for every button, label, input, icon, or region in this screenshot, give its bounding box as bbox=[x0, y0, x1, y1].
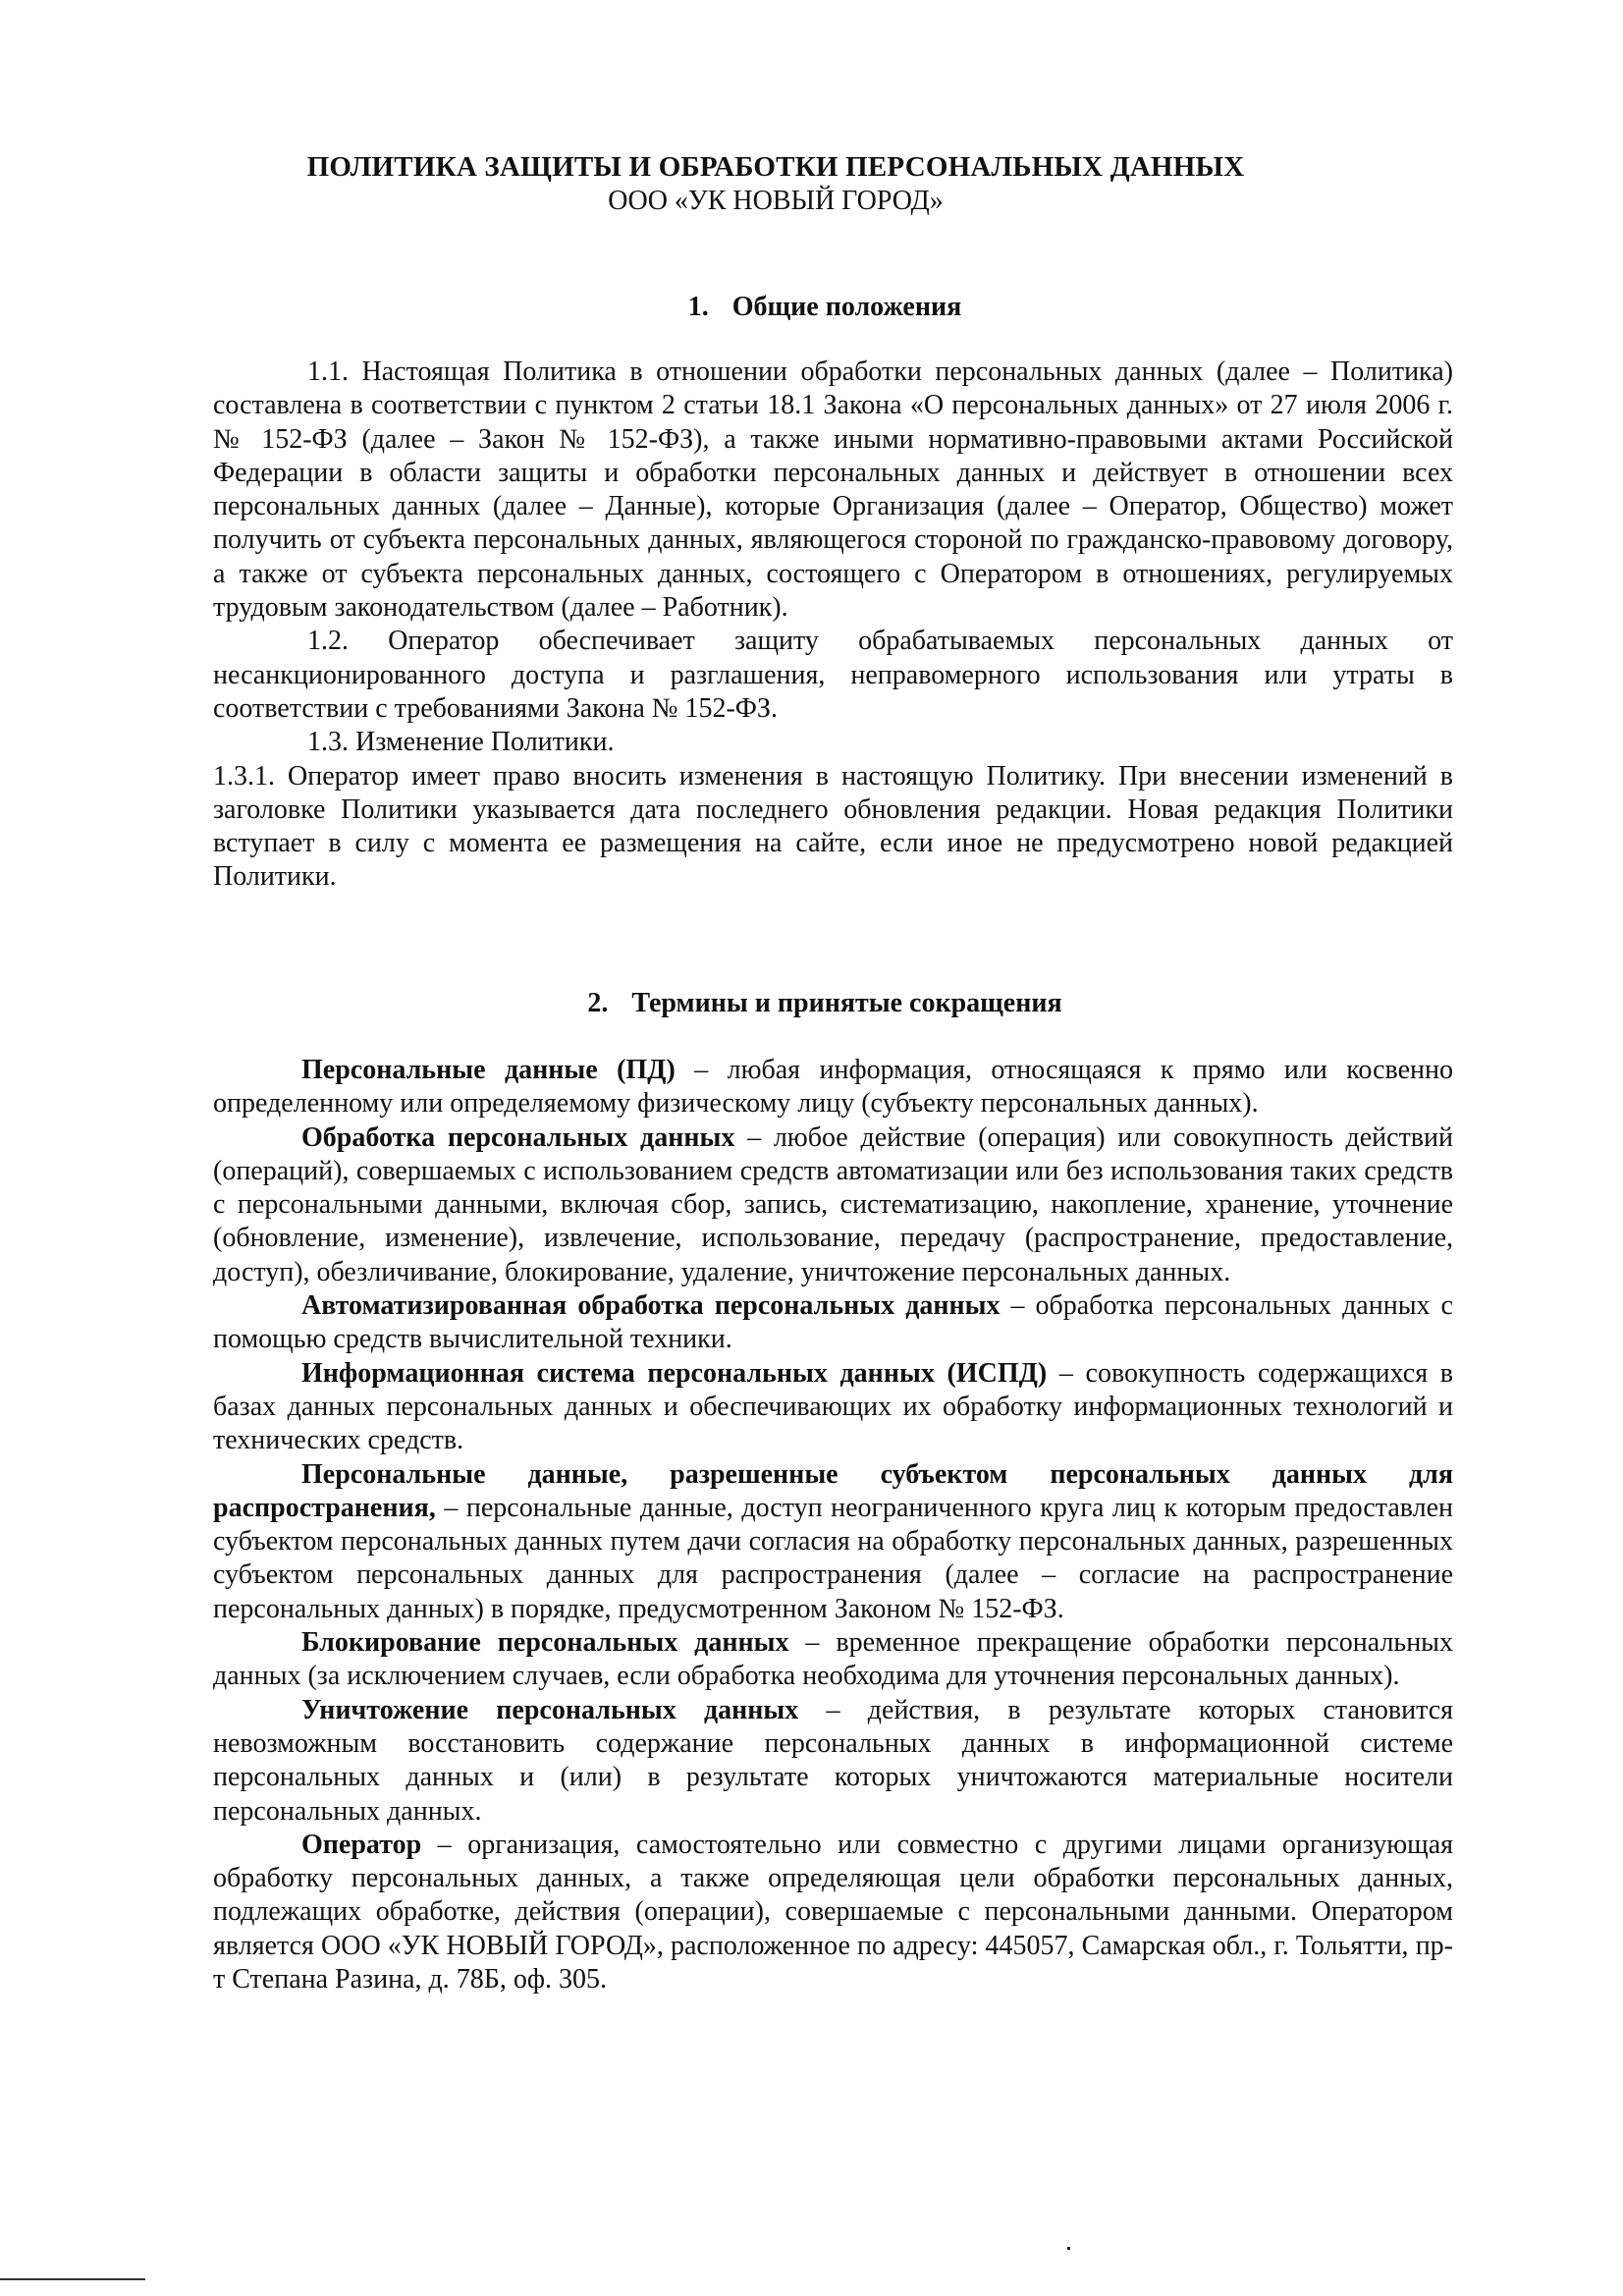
term-definition bbox=[213, 1357, 1453, 1458]
section-2-heading bbox=[196, 987, 1453, 1020]
scan-dust-mark bbox=[1067, 2247, 1070, 2250]
term-name: Персональные данные, разрешенные субъектом персональных данных для распространения, bbox=[213, 1458, 1453, 1523]
term-definition bbox=[213, 1694, 1453, 1829]
section-1-heading bbox=[196, 291, 1453, 324]
term-text: – любая информация, относящаяся к прямо или косвенно определенному или определяемому физическому лицу (субъекту персональных данных). bbox=[213, 1055, 1453, 1120]
term-text: – временное прекращение обработки персональных данных (за исключением случаев, если обработка необходима для уточнения персональных данных). bbox=[213, 1627, 1453, 1692]
term-definition bbox=[213, 1626, 1453, 1694]
paragraph-1-2: 1.2. Оператор обеспечивает защиту обрабатываемых персональных данных от несанкционированного доступа и разглашения, неправомерного использования или утраты в соответствии с требованиями Закона № 152-ФЗ. bbox=[213, 626, 1453, 724]
term-definition bbox=[213, 1289, 1453, 1357]
term-text: – действия, в результате которых становится невозможным восстановить содержание персональных данных в информационной системе персональных данных и (или) в результате которых уничтожаются материальные носители персональных данных. bbox=[213, 1694, 1453, 1827]
term-definition bbox=[213, 1458, 1453, 1626]
term-name: Уничтожение персональных данных bbox=[301, 1694, 799, 1725]
term-name: Автоматизированная обработка персональных данных bbox=[301, 1290, 1001, 1322]
document-subtitle: ООО «УК НОВЫЙ ГОРОД» bbox=[608, 186, 944, 216]
term-name: Обработка персональных данных bbox=[301, 1121, 735, 1153]
paragraph-1-3: 1.3. Изменение Политики. bbox=[307, 727, 615, 758]
term-name: Персональные данные (ПД) bbox=[301, 1055, 676, 1085]
document-title: ПОЛИТИКА ЗАЩИТЫ И ОБРАБОТКИ ПЕРСОНАЛЬНЫХ ДАННЫХ bbox=[306, 151, 1245, 183]
term-text: – персональные данные, доступ неограниченного круга лиц к которым предоставлен субъектом персональных данных путем дачи согласия на обработку персональных данных, разрешенных субъектом персональных данных для распространения (далее – согласие на распространение персональных данных) в порядке, предусмотренном Законом № 152-ФЗ. bbox=[213, 1492, 1453, 1624]
paragraph-1-3-1: 1.3.1. Оператор имеет право вносить изменения в настоящую Политику. При внесении изменений в заголовке Политики указывается дата последнего обновления редакции. Новая редакция Политики вступает в силу с момента ее размещения на сайте, если иное не предусмотрено новой редакцией Политики. bbox=[213, 760, 1453, 893]
section-title: Термины и принятые сокращения bbox=[631, 988, 1062, 1018]
section-title: Общие положения bbox=[731, 292, 962, 322]
section-number: 1. bbox=[687, 292, 709, 322]
term-text: – организация, самостоятельно или совместно с другими лицами организующая обработку персональных данных, а также определяющая цели обработки персональных данных, подлежащих обработке, действия (операции), совершаемые с персональными данными. Оператором является ООО «УК НОВЫЙ ГОРОД», расположенное по адресу: 445057, Самарская обл., г. Тольятти, пр-т Степана Разина, д. 78Б, оф. 305. bbox=[213, 1829, 1453, 1995]
term-text: – совокупность содержащихся в базах данных персональных данных и обеспечивающих их обработку информационных технологий и технических средств. bbox=[213, 1357, 1453, 1456]
term-name: Оператор bbox=[301, 1829, 422, 1860]
term-definition bbox=[213, 1121, 1453, 1289]
scan-edge-line bbox=[0, 2278, 145, 2280]
section-number: 2. bbox=[587, 988, 609, 1018]
term-name: Блокирование персональных данных bbox=[301, 1627, 789, 1659]
term-text: – обработка персональных данных с помощью средств вычислительной техники. bbox=[213, 1290, 1453, 1355]
term-text: – любое действие (операция) или совокупность действий (операций), совершаемых с использованием средств автоматизации или без использования таких средств с персональными данными, включая сбор, запись, систематизацию, накопление, хранение, уточнение (обновление, изменение), извлечение, использование, передачу (распространение, предоставление, доступ), обезличивание, блокирование, удаление, уничтожение персональных данных. bbox=[213, 1121, 1453, 1287]
term-definition bbox=[213, 1829, 1453, 1996]
paragraph-1-1: 1.1. Настоящая Политика в отношении обработки персональных данных (далее – Политика) составлена в соответствии с пунктом 2 статьи 18.1 Закона «О персональных данных» от 27 июля 2006 г. № 152-ФЗ (далее – Закон № 152-ФЗ), а также иными нормативно-правовыми актами Российской Федерации в области защиты и обработки персональных данных и действует в отношении всех персональных данных (далее – Данные), которые Организация (далее – Оператор, Общество) может получить от субъекта персональных данных, являющегося стороной по гражданско-правовому договору, а также от субъекта персональных данных, состоящего с Оператором в отношениях, регулируемых трудовым законодательством (далее – Работник). bbox=[213, 356, 1453, 624]
term-name: Информационная система персональных данных (ИСПД) bbox=[301, 1357, 1048, 1389]
term-definition bbox=[213, 1054, 1453, 1121]
section-2-body bbox=[213, 1054, 1453, 1996]
section-1-body bbox=[213, 355, 1453, 895]
title-block bbox=[196, 149, 1355, 218]
